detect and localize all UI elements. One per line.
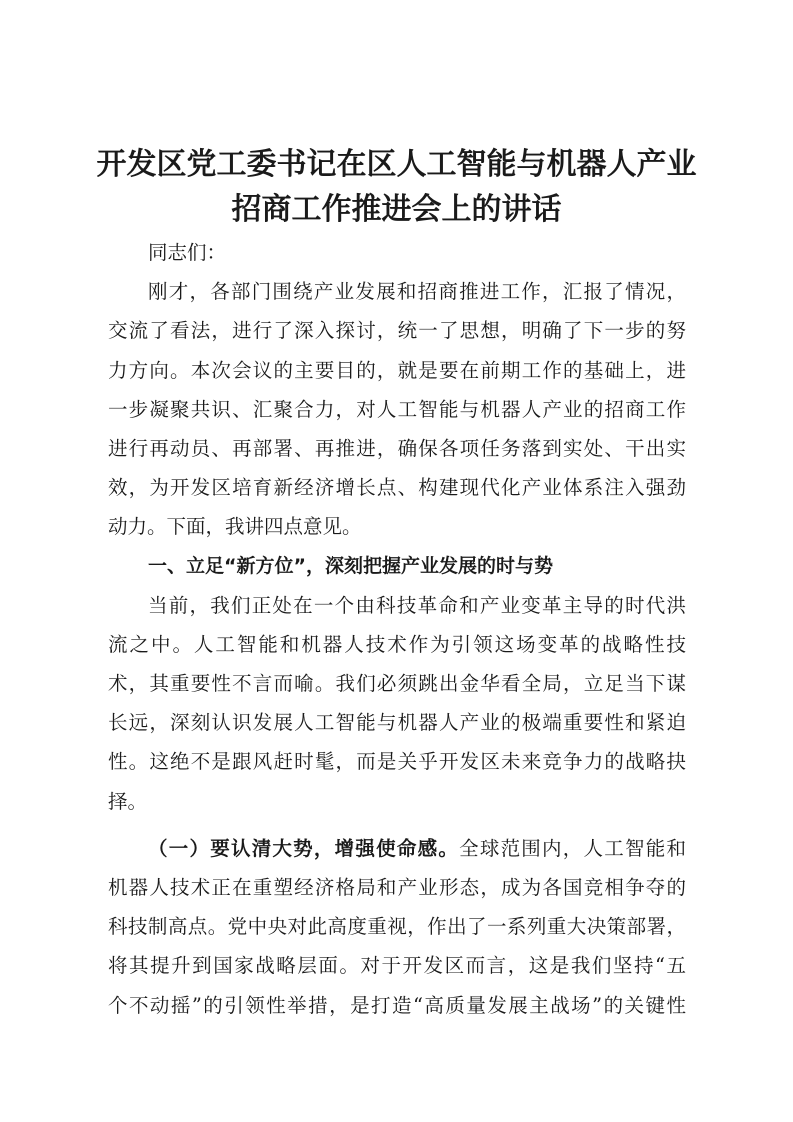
subsection1-paragraph [108,829,686,1025]
intro-paragraph [108,272,686,546]
paragraph-text: 全球范围内，人工智能和 [459,836,686,860]
paragraph-line: 当前，我们正处在一个由科技革命和产业变革主导的时代洪 [148,593,686,617]
paragraph-line: 择。 [108,789,148,813]
document-body [108,233,686,1025]
paragraph-line: 流之中。人工智能和机器人技术作为引领这场变革的战略性技 [108,632,686,656]
section-heading: 一、立足“新方位”，深刻把握产业发展的时与势 [148,554,553,577]
paragraph-line: 将其提升到国家战略层面。对于开发区而言，这是我们坚持“五 [108,954,686,978]
paragraph-line: 进行再动员、再部署、再推进，确保各项任务落到实处、干出实 [108,436,686,460]
salutation: 同志们： [148,241,227,264]
document-title-line-2: 招商工作推进会上的讲话 [231,192,562,227]
document-title-line-1: 开发区党工委书记在区人工智能与机器人产业 [96,147,697,182]
section1-paragraph [108,586,686,821]
paragraph-line: 机器人技术正在重塑经济格局和产业形态，成为各国竞相争夺的 [108,876,686,899]
paragraph-line: 刚才，各部门围绕产业发展和招商推进工作，汇报了情况， [148,280,686,304]
paragraph-line: 长远，深刻认识发展人工智能与机器人产业的极端重要性和紧迫 [108,711,686,735]
paragraph-line: 动力。下面，我讲四点意见。 [108,515,362,539]
paragraph-line: 力方向。本次会议的主要目的，就是要在前期工作的基础上，进 [108,358,686,382]
paragraph-line: 性。这绝不是跟风赶时髦，而是关乎开发区未来竞争力的战略抉 [108,750,686,774]
paragraph-line: 交流了看法，进行了深入探讨，统一了思想，明确了下一步的努 [108,319,686,343]
paragraph-line: 个不动摇”的引领性举措，是打造“高质量发展主战场”的关键性 [108,993,686,1017]
paragraph-line: 科技制高点。党中央对此高度重视，作出了一系列重大决策部署， [108,915,686,939]
paragraph-line: 术，其重要性不言而喻。我们必须跳出金华看全局，立足当下谋 [108,672,686,696]
paragraph-line: 一步凝聚共识、汇聚合力，对人工智能与机器人产业的招商工作 [108,397,686,421]
paragraph-line: 效，为开发区培育新经济增长点、构建现代化产业体系注入强劲 [108,476,686,500]
subsection-lead: （一）要认清大势，增强使命感。 [148,836,460,860]
paragraph-line [108,829,686,868]
